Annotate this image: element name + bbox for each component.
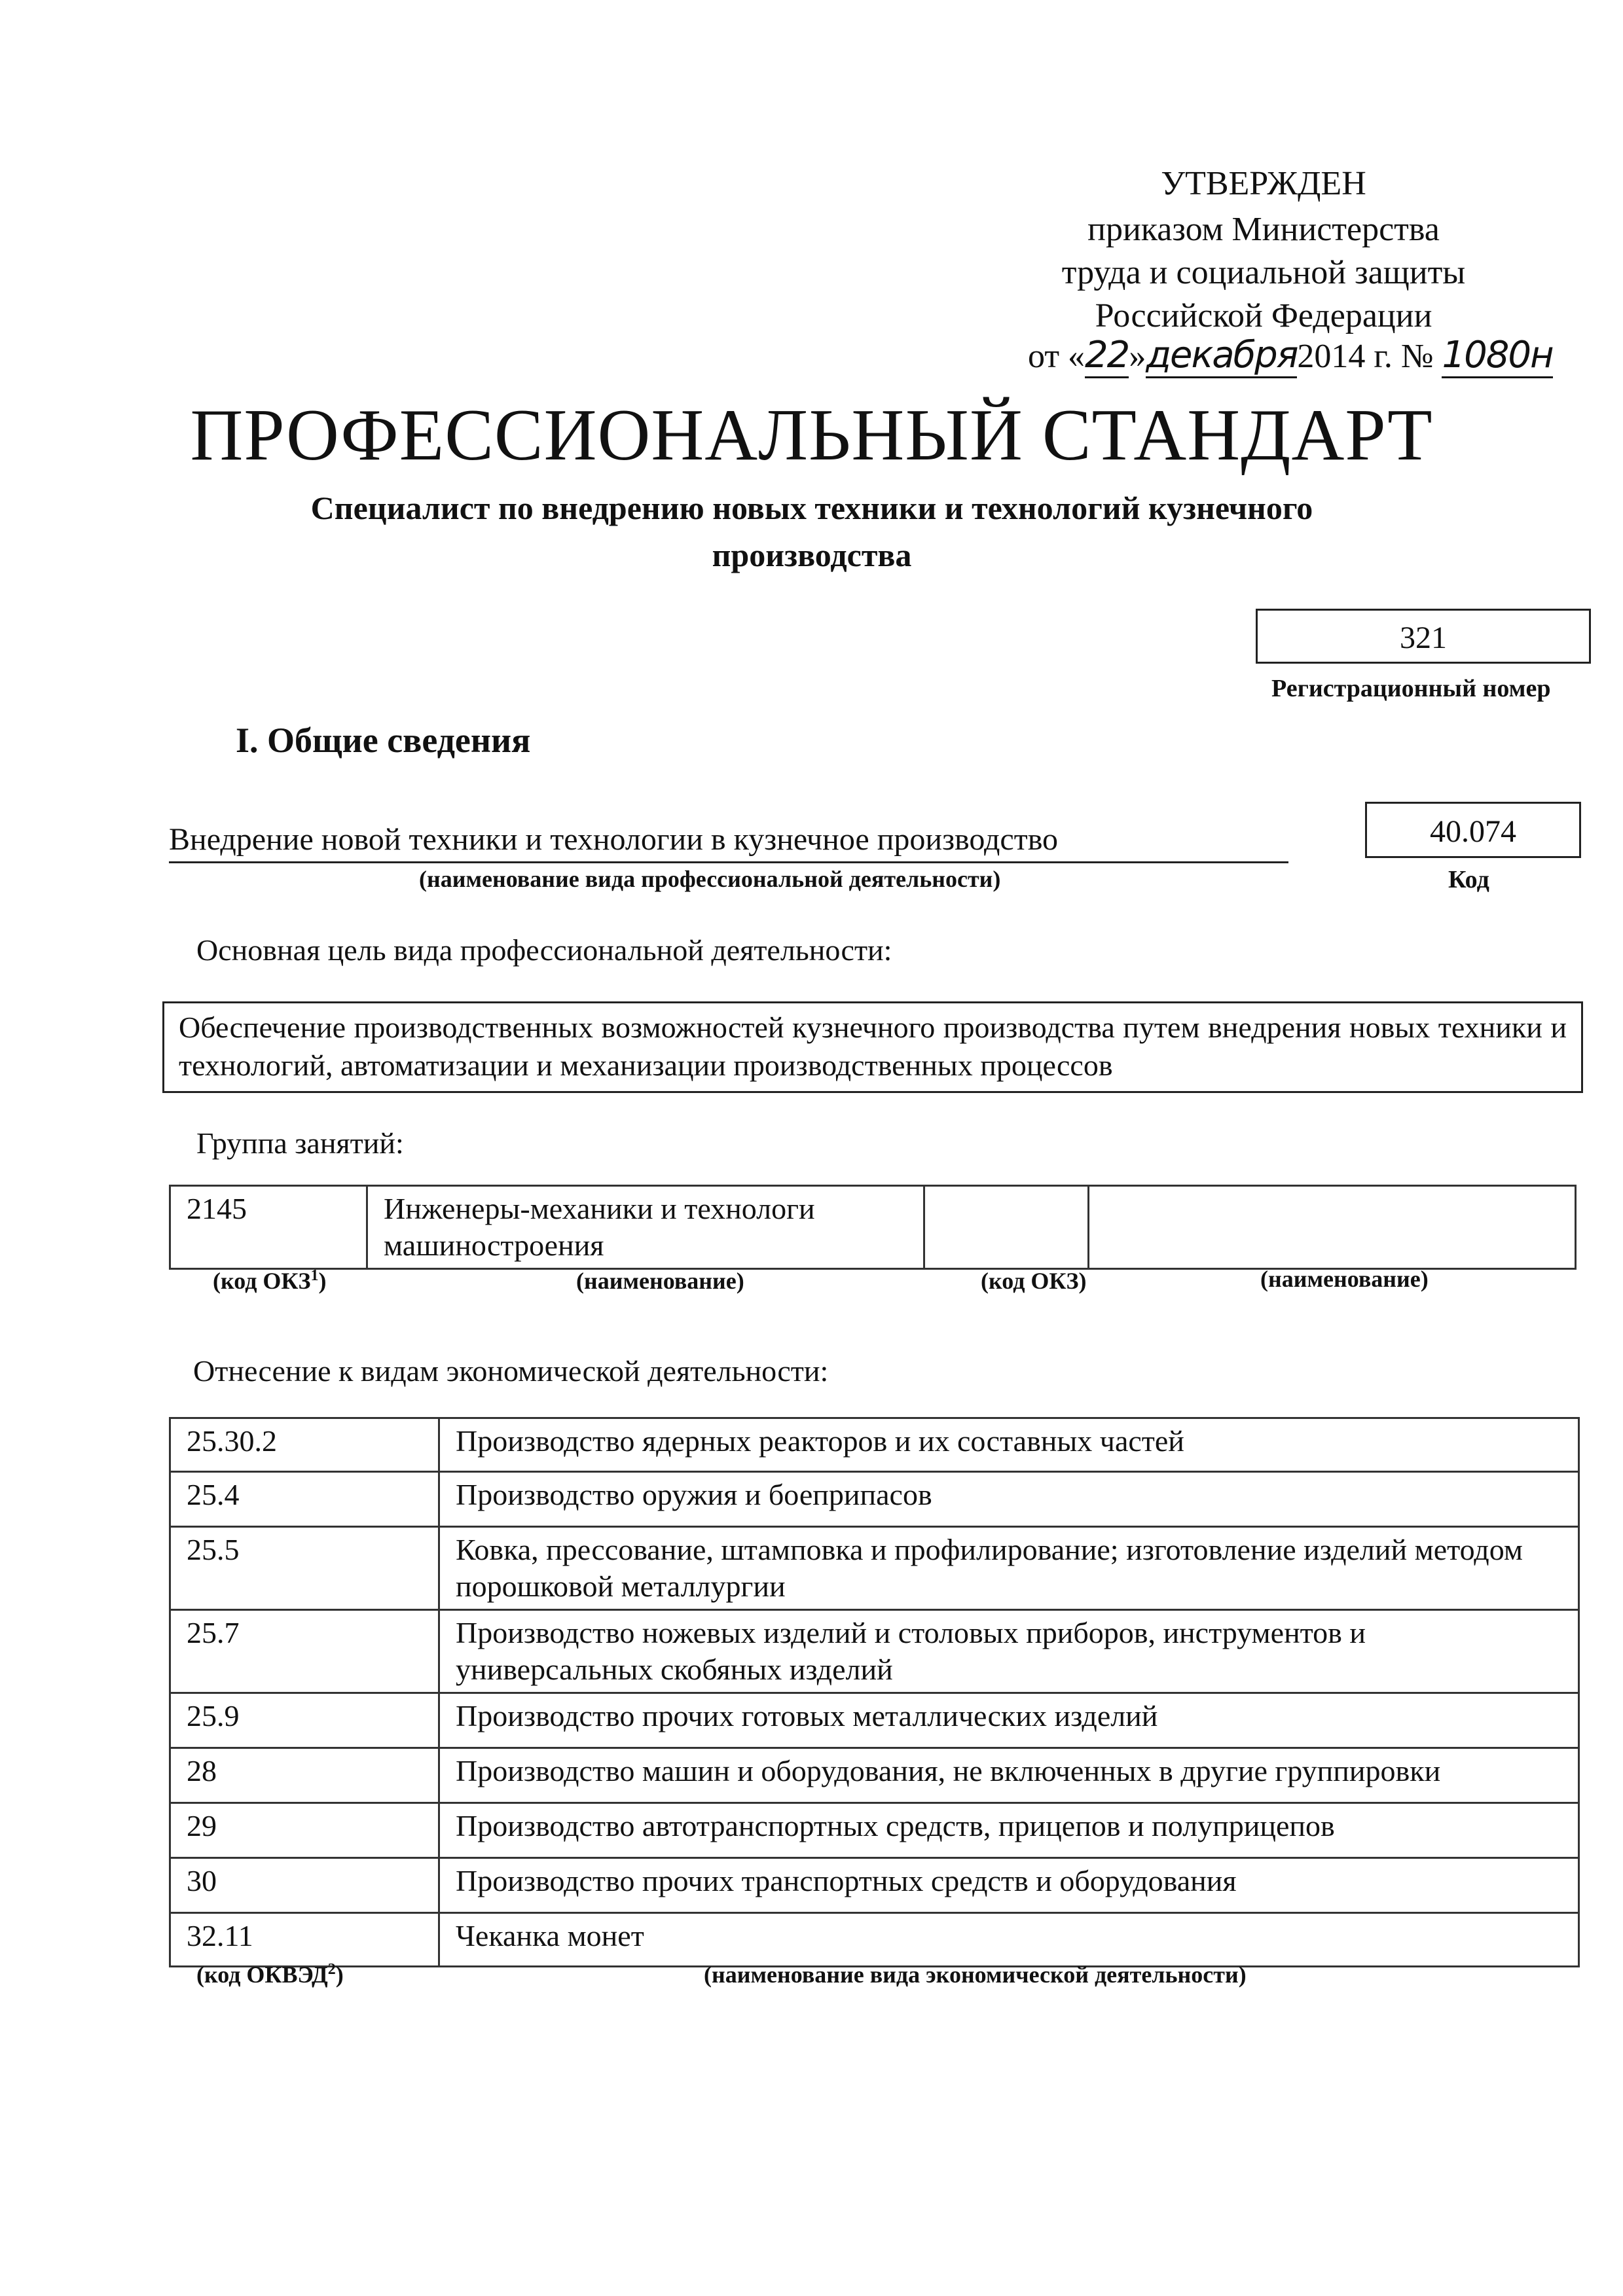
approval-line-2: приказом Министерства	[1087, 211, 1440, 248]
okved-code-cell: 25.5	[170, 1527, 439, 1610]
okz-name-caption: (наименование)	[576, 1268, 744, 1294]
date-day: 22	[1085, 334, 1129, 378]
date-year: 2014 г. №	[1297, 338, 1434, 375]
registration-number-box: 321	[1256, 609, 1591, 664]
okz-name-cell-2	[1089, 1186, 1576, 1269]
okved-name-cell: Ковка, прессование, штамповка и профилирование; изготовление изделий методом порошковой металлургии	[439, 1527, 1579, 1610]
economic-activities-label: Отнесение к видам экономической деятельности:	[193, 1354, 829, 1388]
okved-name-cell: Чеканка монет	[439, 1913, 1579, 1967]
okved-name-cell: Производство прочих готовых металлических изделий	[439, 1693, 1579, 1748]
table-row	[170, 1472, 1579, 1527]
activity-name-caption: (наименование вида профессиональной деятельности)	[419, 866, 1001, 892]
okz-code-caption-2: (код ОКЗ)	[981, 1268, 1087, 1294]
approval-line-3: труда и социальной защиты	[1061, 254, 1466, 291]
okved-name-cell: Производство автотранспортных средств, прицепов и полуприцепов	[439, 1803, 1579, 1858]
table-row	[170, 1186, 1576, 1269]
okved-code-cell: 29	[170, 1803, 439, 1858]
okved-name-cell: Производство ядерных реакторов и их составных частей	[439, 1418, 1579, 1472]
okved-table	[169, 1417, 1580, 1967]
goal-label: Основная цель вида профессиональной деятельности:	[196, 933, 892, 967]
okved-code-cell: 32.11	[170, 1913, 439, 1967]
okved-code-cell: 25.9	[170, 1693, 439, 1748]
okved-code-caption: (код ОКВЭД$^2$)	[196, 1961, 344, 1988]
occupation-table	[169, 1185, 1577, 1270]
goal-text: Обеспечение производственных возможностей кузнечного производства путем внедрения новых техники и технологий, автоматизации и механизации производственных процессов	[162, 1001, 1583, 1093]
okved-code-cell: 30	[170, 1858, 439, 1913]
date-month: декабря	[1146, 334, 1297, 378]
okved-code-cell: 25.4	[170, 1472, 439, 1527]
okved-name-cell: Производство прочих транспортных средств и оборудования	[439, 1858, 1579, 1913]
okz-name-caption-2: (наименование)	[1260, 1266, 1429, 1292]
okved-code-cell: 28	[170, 1748, 439, 1803]
activity-name: Внедрение новой техники и технологии в кузнечное производство	[169, 821, 1288, 863]
okved-name-cell: Производство оружия и боеприпасов	[439, 1472, 1579, 1527]
approval-line-4: Российской Федерации	[1095, 297, 1432, 334]
okved-name-caption: (наименование вида экономической деятельности)	[704, 1962, 1247, 1988]
date-mid: »	[1129, 338, 1146, 375]
document-subtitle: Специалист по внедрению новых техники и технологий кузнечного производства	[310, 490, 1313, 573]
date-prefix: от «	[1028, 338, 1085, 375]
order-number: 1080н	[1442, 334, 1552, 378]
approval-title: УТВЕРЖДЕН	[1161, 165, 1366, 202]
okz-code-cell: 2145	[170, 1186, 367, 1269]
occupation-group-label: Группа занятий:	[196, 1126, 404, 1160]
table-row	[170, 1418, 1579, 1472]
okved-code-cell: 25.7	[170, 1610, 439, 1693]
okz-code-cell-2	[924, 1186, 1089, 1269]
table-row	[170, 1748, 1579, 1803]
activity-code-caption: Код	[1448, 866, 1489, 893]
okved-name-cell: Производство машин и оборудования, не включенных в другие группировки	[439, 1748, 1579, 1803]
section-heading: I. Общие сведения	[236, 721, 531, 760]
okz-code-caption: (код ОКЗ$^1$)	[213, 1267, 327, 1294]
activity-code-box: 40.074	[1365, 802, 1581, 858]
registration-caption: Регистрационный номер	[1271, 675, 1551, 702]
table-row	[170, 1803, 1579, 1858]
table-row	[170, 1527, 1579, 1610]
table-row	[170, 1693, 1579, 1748]
table-row	[170, 1610, 1579, 1693]
okved-code-cell: 25.30.2	[170, 1418, 439, 1472]
okz-name-cell: Инженеры-механики и технологи машиностроения	[367, 1186, 924, 1269]
document-title: ПРОФЕССИОНАЛЬНЫЙ СТАНДАРТ	[190, 395, 1433, 476]
table-row	[170, 1913, 1579, 1967]
okved-name-cell: Производство ножевых изделий и столовых приборов, инструментов и универсальных скобяных изделий	[439, 1610, 1579, 1693]
approval-date	[1028, 334, 1553, 378]
table-row	[170, 1858, 1579, 1913]
